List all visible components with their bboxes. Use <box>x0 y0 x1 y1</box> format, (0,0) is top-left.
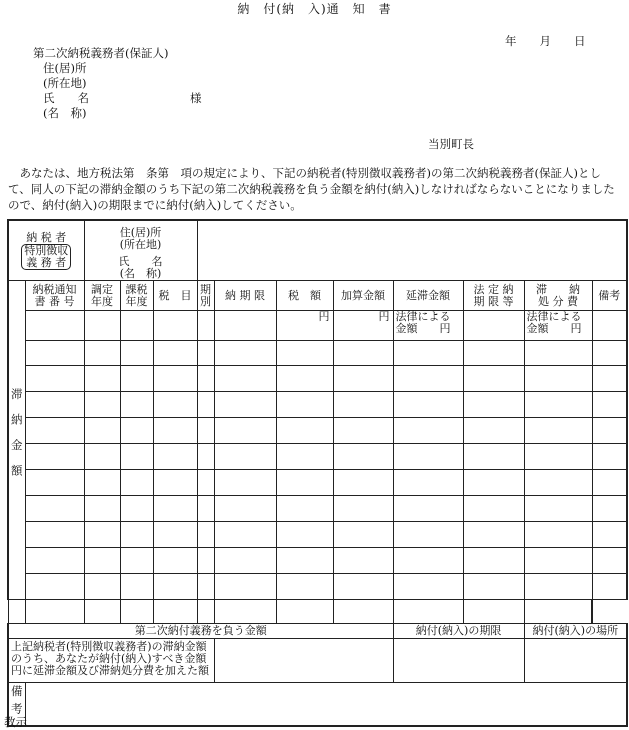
table-cell[interactable] <box>592 470 627 496</box>
penalty-unit: 円 <box>333 311 393 341</box>
table-cell[interactable] <box>197 522 214 548</box>
table-row <box>8 496 627 522</box>
table-cell[interactable] <box>524 522 592 548</box>
col-statutory-2: 期 限 等 <box>473 294 514 308</box>
table-cell[interactable] <box>463 392 524 418</box>
table-cell[interactable] <box>84 496 120 522</box>
table-cell[interactable] <box>463 444 524 470</box>
special-collector-label <box>21 244 71 270</box>
table-cell[interactable] <box>393 418 463 444</box>
table-cell[interactable] <box>333 496 393 522</box>
table-cell[interactable] <box>25 444 84 470</box>
col-tax-item: 税 目 <box>153 281 197 311</box>
law-note-line2: 金額 円 <box>395 322 451 335</box>
addressee-name-label: 氏 名 <box>43 91 89 105</box>
table-cell[interactable] <box>393 600 463 624</box>
table-cell[interactable] <box>120 418 153 444</box>
table-cell[interactable] <box>84 311 120 341</box>
table-cell[interactable] <box>197 366 214 392</box>
table-row <box>8 470 627 496</box>
table-cell[interactable] <box>153 341 197 366</box>
table-cell[interactable] <box>524 548 592 574</box>
table-cell[interactable] <box>393 341 463 366</box>
taxpayer-address-value[interactable] <box>197 220 627 256</box>
table-cell[interactable] <box>120 574 153 600</box>
remarks-value[interactable] <box>25 683 627 726</box>
col-notice-number-1: 納税通知 <box>32 282 77 296</box>
table-cell[interactable] <box>8 600 25 624</box>
col-notice-number <box>25 281 84 311</box>
table-cell[interactable] <box>393 548 463 574</box>
table-cell[interactable] <box>463 470 524 496</box>
addressee-location-label: (所在地) <box>43 76 87 90</box>
issuer-name: 当別町長 <box>428 137 474 151</box>
table-row <box>8 444 627 470</box>
table-cell[interactable] <box>393 444 463 470</box>
table-row <box>8 574 627 600</box>
table-cell[interactable] <box>25 522 84 548</box>
table-cell[interactable] <box>333 418 393 444</box>
table-cell[interactable] <box>197 418 214 444</box>
col-arrears-cost-2: 処 分 費 <box>538 294 579 308</box>
tax-amount-unit: 円 <box>276 311 333 341</box>
secondary-place-value[interactable] <box>524 639 627 683</box>
issue-date: 年 月 日 <box>505 34 586 48</box>
table-cell[interactable] <box>120 600 153 624</box>
table-cell[interactable] <box>524 470 592 496</box>
table-cell[interactable] <box>463 311 524 341</box>
table-cell[interactable] <box>592 574 627 600</box>
table-cell[interactable] <box>120 341 153 366</box>
table-cell[interactable] <box>276 574 333 600</box>
table-cell[interactable] <box>592 311 627 341</box>
addressee-org-label: (名 称) <box>43 106 87 120</box>
table-cell[interactable] <box>333 366 393 392</box>
table-cell[interactable] <box>463 496 524 522</box>
table-cell[interactable] <box>592 496 627 522</box>
table-cell[interactable] <box>197 311 214 341</box>
table-cell[interactable] <box>84 418 120 444</box>
secondary-place-header: 納付(納入)の場所 <box>524 624 627 639</box>
table-cell[interactable] <box>333 600 393 624</box>
table-cell[interactable] <box>197 496 214 522</box>
taxpayer-label: 納 税 者 <box>26 230 67 244</box>
table-cell[interactable] <box>333 392 393 418</box>
table-cell[interactable] <box>393 574 463 600</box>
law-note-line1: 法律による <box>526 310 582 323</box>
arrears-law-note <box>524 311 592 341</box>
table-cell[interactable] <box>592 548 627 574</box>
table-cell[interactable] <box>524 366 592 392</box>
table-cell[interactable] <box>153 311 197 341</box>
table-cell[interactable] <box>25 548 84 574</box>
law-note-line1: 法律による <box>395 310 451 323</box>
table-cell[interactable] <box>197 548 214 574</box>
table-cell[interactable] <box>84 366 120 392</box>
col-tax-year <box>120 281 153 311</box>
taxpayer-label-cell <box>8 220 84 281</box>
table-cell[interactable] <box>393 366 463 392</box>
table-cell[interactable] <box>84 600 120 624</box>
table-cell[interactable] <box>197 600 214 624</box>
special-collector-line2: 義 務 者 <box>26 255 67 269</box>
table-cell[interactable] <box>592 418 627 444</box>
notice-body-text: あなたは、地方税法第 条第 項の規定により、下記の納税者(特別徴収義務者)の第二次納税義務者(保証人)として、同人の下記の滞納金額のうち下記の第二次納税義務を負う金額を納付(納入)しなければならないことになりましたので、納付(納入)の期限までに納付(納入)してください。 <box>8 166 615 212</box>
remarks-label: 備考 <box>9 684 24 720</box>
table-cell[interactable] <box>153 470 197 496</box>
table-cell[interactable] <box>276 496 333 522</box>
table-cell[interactable] <box>84 574 120 600</box>
taxpayer-address-label <box>84 220 197 256</box>
table-cell[interactable] <box>333 522 393 548</box>
table-cell[interactable] <box>524 600 592 624</box>
table-cell[interactable] <box>214 392 276 418</box>
arrears-side-label: 滞納金額 <box>9 387 24 490</box>
table-cell[interactable] <box>25 341 84 366</box>
table-cell[interactable] <box>120 496 153 522</box>
table-cell[interactable] <box>592 366 627 392</box>
table-cell[interactable] <box>84 470 120 496</box>
table-cell[interactable] <box>153 574 197 600</box>
col-period-1: 期 <box>200 282 212 296</box>
col-remarks: 備考 <box>592 281 627 311</box>
table-row <box>8 341 627 366</box>
table-cell[interactable] <box>276 600 333 624</box>
col-tax-year-1: 課税 <box>125 282 148 296</box>
table-cell[interactable] <box>214 444 276 470</box>
col-assess-year <box>84 281 120 311</box>
table-cell[interactable] <box>84 522 120 548</box>
table-cell[interactable] <box>214 496 276 522</box>
secondary-amount-description: 上記納税者(特別徴収義務者)の滞納金額のうち、あなたが納付(納入)すべき金額 円に延滞金額及び滞納処分費を加えた額 <box>8 639 214 683</box>
arrears-side-cell <box>8 281 25 600</box>
delinquency-law-note <box>393 311 463 341</box>
table-cell[interactable] <box>153 366 197 392</box>
col-statutory <box>463 281 524 311</box>
taxpayer-address-line2: (所在地) <box>119 237 162 251</box>
notice-body <box>8 165 620 213</box>
table-cell[interactable] <box>214 341 276 366</box>
table-cell[interactable] <box>463 600 524 624</box>
table-cell[interactable] <box>524 496 592 522</box>
table-cell[interactable] <box>524 418 592 444</box>
notice-table <box>7 219 628 727</box>
table-cell[interactable] <box>25 366 84 392</box>
table-cell[interactable] <box>25 392 84 418</box>
table-cell[interactable] <box>214 470 276 496</box>
table-cell[interactable] <box>276 548 333 574</box>
table-cell[interactable] <box>592 392 627 418</box>
table-cell[interactable] <box>197 470 214 496</box>
table-cell[interactable] <box>463 366 524 392</box>
table-cell[interactable] <box>214 366 276 392</box>
table-cell[interactable] <box>214 522 276 548</box>
table-cell[interactable] <box>153 600 197 624</box>
table-cell[interactable] <box>153 418 197 444</box>
table-cell[interactable] <box>214 600 276 624</box>
table-cell[interactable] <box>197 341 214 366</box>
table-cell[interactable] <box>276 366 333 392</box>
taxpayer-name-label <box>84 256 197 281</box>
table-row <box>8 548 627 574</box>
honorific-sama: 様 <box>190 91 202 105</box>
col-assess-year-2: 年度 <box>91 294 113 308</box>
col-tax-year-2: 年度 <box>125 294 148 308</box>
taxpayer-name-line1: 氏 名 <box>118 255 163 268</box>
table-cell[interactable] <box>120 444 153 470</box>
col-arrears-cost <box>524 281 592 311</box>
table-cell[interactable] <box>25 600 84 624</box>
table-row <box>8 418 627 444</box>
table-row <box>8 311 627 341</box>
secondary-deadline-header: 納付(納入)の期限 <box>393 624 524 639</box>
table-cell[interactable] <box>463 574 524 600</box>
table-cell[interactable] <box>333 470 393 496</box>
table-cell[interactable] <box>463 548 524 574</box>
table-cell[interactable] <box>153 548 197 574</box>
secondary-amount-value[interactable] <box>214 639 393 683</box>
table-cell[interactable] <box>393 522 463 548</box>
table-cell[interactable] <box>393 496 463 522</box>
table-cell[interactable] <box>197 392 214 418</box>
table-cell[interactable] <box>524 341 592 366</box>
table-cell[interactable] <box>393 392 463 418</box>
col-deadline: 納 期 限 <box>214 281 276 311</box>
secondary-amount-header: 第二次納付義務を負う金額 <box>8 624 393 639</box>
table-cell[interactable] <box>463 522 524 548</box>
col-assess-year-1: 調定 <box>91 282 113 296</box>
taxpayer-name-line2: (名 称) <box>119 267 162 280</box>
table-cell[interactable] <box>120 522 153 548</box>
addressee-role: 第二次納税義務者(保証人) <box>33 46 169 60</box>
instruction-label: 教示 <box>4 715 27 729</box>
table-cell[interactable] <box>197 574 214 600</box>
table-row <box>8 366 627 392</box>
table-cell[interactable] <box>524 574 592 600</box>
table-cell[interactable] <box>333 548 393 574</box>
table-cell[interactable] <box>84 341 120 366</box>
table-cell[interactable] <box>214 311 276 341</box>
col-notice-number-2: 書 番 号 <box>34 294 75 308</box>
col-arrears-cost-1: 滞 納 <box>536 282 581 296</box>
document-title: 納 付(納 入)通 知 書 <box>237 2 392 16</box>
table-row <box>8 522 627 548</box>
table-cell[interactable] <box>276 522 333 548</box>
table-cell[interactable] <box>592 444 627 470</box>
taxpayer-name-value[interactable] <box>197 256 627 281</box>
table-cell[interactable] <box>120 366 153 392</box>
table-row <box>8 600 627 624</box>
table-cell[interactable] <box>25 496 84 522</box>
table-cell[interactable] <box>276 392 333 418</box>
table-cell[interactable] <box>84 392 120 418</box>
col-period <box>197 281 214 311</box>
table-cell[interactable] <box>120 311 153 341</box>
table-cell[interactable] <box>84 444 120 470</box>
col-delinquency: 延滞金額 <box>393 281 463 311</box>
table-cell[interactable] <box>84 548 120 574</box>
table-cell[interactable] <box>120 392 153 418</box>
table-row <box>8 392 627 418</box>
table-cell[interactable] <box>25 311 84 341</box>
table-cell[interactable] <box>333 574 393 600</box>
addressee-address-label: 住(居)所 <box>43 61 87 75</box>
secondary-deadline-value[interactable] <box>393 639 524 683</box>
col-penalty: 加算金額 <box>333 281 393 311</box>
table-cell[interactable] <box>276 418 333 444</box>
table-cell[interactable] <box>214 548 276 574</box>
table-cell[interactable] <box>524 392 592 418</box>
table-cell[interactable] <box>276 341 333 366</box>
table-cell[interactable] <box>592 341 627 366</box>
special-collector-line1: 特別徴収 <box>24 243 69 257</box>
table-cell[interactable] <box>592 522 627 548</box>
table-cell[interactable] <box>25 418 84 444</box>
table-cell[interactable] <box>120 548 153 574</box>
table-cell[interactable] <box>197 444 214 470</box>
table-cell[interactable] <box>463 418 524 444</box>
table-cell[interactable] <box>276 470 333 496</box>
taxpayer-address-line1: 住(居)所 <box>119 225 162 239</box>
table-cell[interactable] <box>153 392 197 418</box>
law-note-line2: 金額 円 <box>526 322 582 335</box>
col-statutory-1: 法 定 納 <box>473 282 514 296</box>
table-cell[interactable] <box>463 341 524 366</box>
table-cell[interactable] <box>276 444 333 470</box>
table-cell[interactable] <box>153 444 197 470</box>
table-cell[interactable] <box>25 470 84 496</box>
table-cell[interactable] <box>25 574 84 600</box>
table-cell[interactable] <box>153 496 197 522</box>
table-cell[interactable] <box>153 522 197 548</box>
table-cell[interactable] <box>214 574 276 600</box>
table-cell[interactable] <box>524 444 592 470</box>
table-cell[interactable] <box>333 444 393 470</box>
col-period-2: 別 <box>200 294 212 308</box>
table-cell[interactable] <box>120 470 153 496</box>
col-tax-amount: 税 額 <box>276 281 333 311</box>
table-cell[interactable] <box>214 418 276 444</box>
table-cell[interactable] <box>393 470 463 496</box>
table-cell[interactable] <box>333 341 393 366</box>
